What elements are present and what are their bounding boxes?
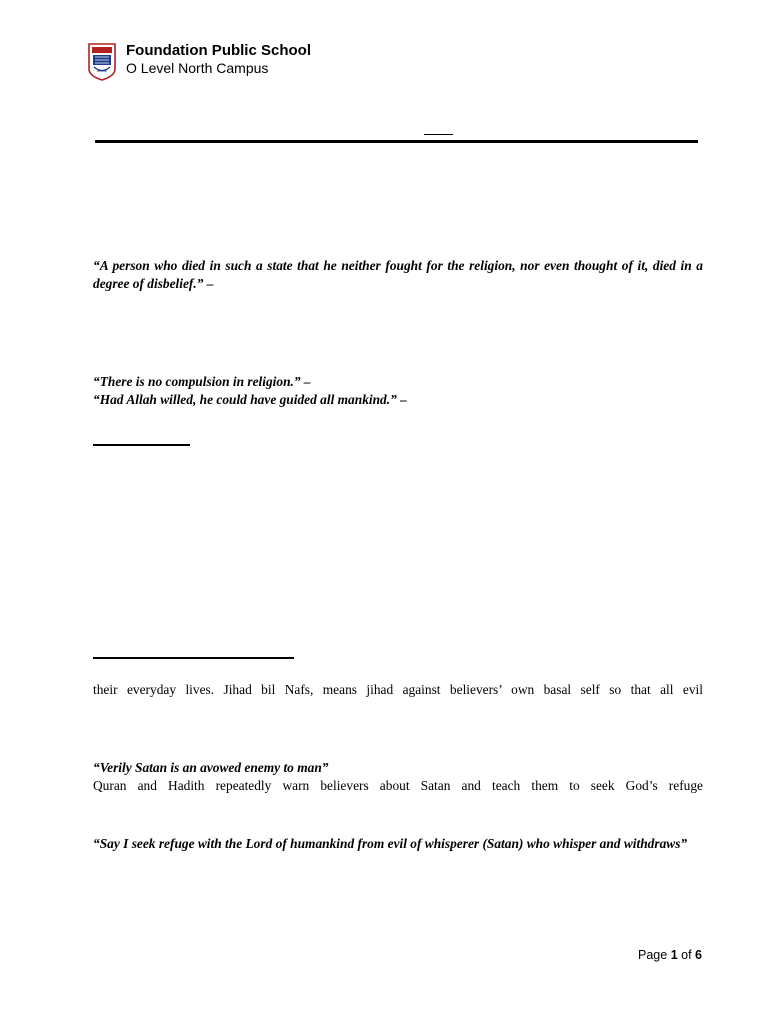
school-name: Foundation Public School [126, 42, 311, 59]
header-rule [95, 140, 698, 143]
page-of: of [681, 948, 692, 962]
quote-compulsion: “There is no compulsion in religion.” – [93, 374, 311, 389]
page-current: 1 [670, 948, 678, 962]
quote-refuge: “Say I seek refuge with the Lord of humankind from evil of whisperer (Satan) who whisper and withdraws” [93, 836, 688, 851]
school-logo [88, 43, 116, 81]
quote-guided: “Had Allah willed, he could have guided all mankind.” – [93, 392, 407, 407]
title-underline [424, 134, 453, 135]
quote-satan: “Verily Satan is an avowed enemy to man” [93, 760, 329, 775]
campus-name: O Level North Campus [126, 60, 269, 76]
page-total: 6 [695, 948, 702, 962]
heading-underline [93, 444, 190, 446]
quote-disbelief: “A person who died in such a state that he neither fought for the religion, nor even thought of it, died in a degree of disbelief.” – [93, 258, 703, 291]
page-label: Page [638, 948, 668, 962]
paragraph-nafs: their everyday lives. Jihad bil Nafs, means jihad against believers’ own basal self so that all evil [93, 682, 703, 697]
heading-underline-long [93, 657, 294, 659]
paragraph-satan: Quran and Hadith repeatedly warn believers about Satan and teach them to seek God’s refuge [93, 778, 703, 793]
page-number [638, 948, 702, 963]
